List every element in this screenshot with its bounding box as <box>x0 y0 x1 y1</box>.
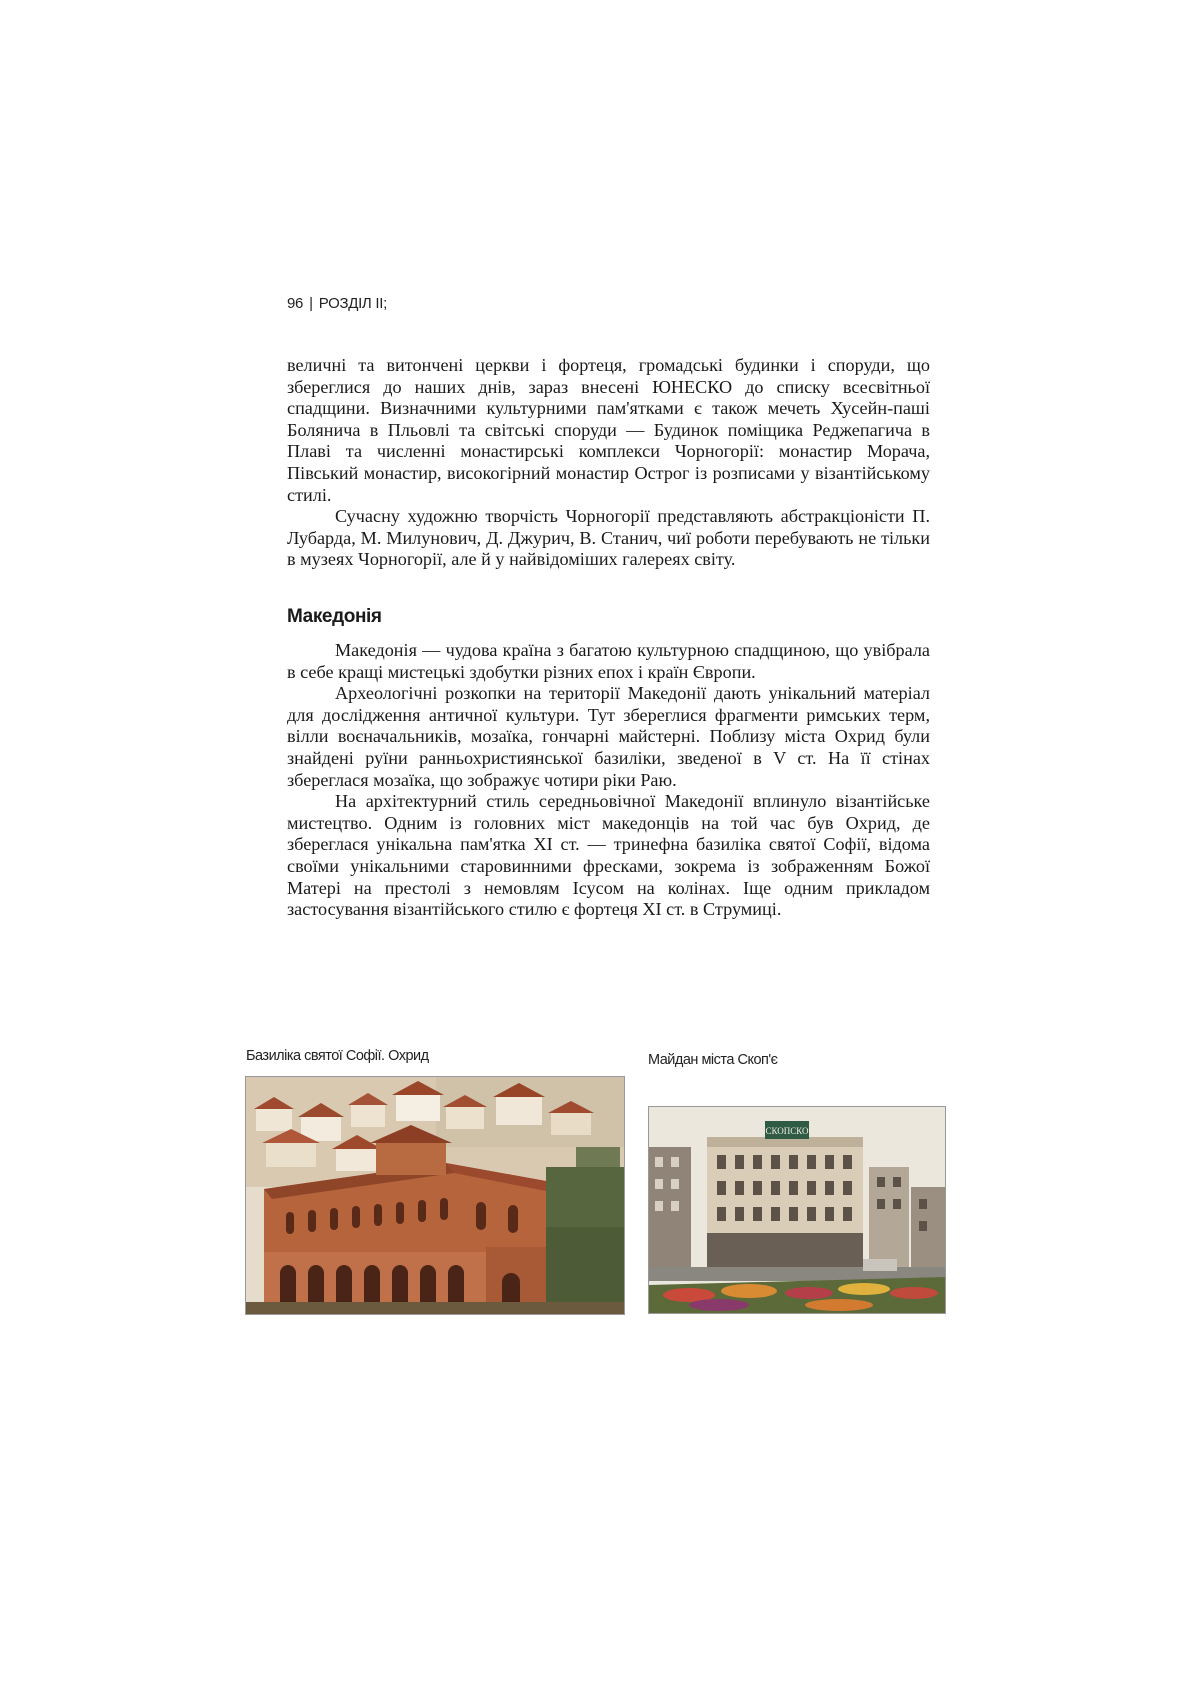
city-square-photo-icon <box>649 1107 945 1313</box>
sign-text: СКОПСКО <box>765 1126 809 1136</box>
page-number: 96 <box>287 295 304 312</box>
figure-caption-skopje: Майдан міста Скоп'є <box>648 1052 778 1068</box>
figure-caption-basilica: Базиліка святої Софії. Охрид <box>246 1048 429 1064</box>
body-text-bottom <box>287 640 930 921</box>
paragraph: Археологічні розкопки на території Македонії дають унікальний матеріал для дослідження античної культури. Тут збереглися фрагменти римських терм, вілли воєначальників, мозаїка, гончарні майстерні. Поблизу міста Охрид були знайдені руїни ранньохристиянської базиліки, зведеної в V ст. На її стінах збереглася мозаїка, що зображує чотири ріки Раю. <box>287 683 930 790</box>
paragraph: На архітектурний стиль середньовічної Македонії вплинуло візантійське мистецтво. Одним із головних міст македонців на той час був Охрид, де збереглася унікальна пам'ятка XI ст. — тринефна базиліка святої Софії, відома своїми унікальними старовинними фресками, зокрема із зображенням Божої Матері на престолі з немовлям Ісусом на колінах. Іще одним прикладом застосування візантійського стилю є фортеця XI ст. в Струмиці. <box>287 791 930 920</box>
running-header <box>287 295 387 312</box>
paragraph: Сучасну художню творчість Чорногорії представляють абстракціоністи П. Лубарда, М. Милунович, Д. Джурич, В. Станич, чиї роботи перебувають не тільки в музеях Чорногорії, але й у найвідоміших галереях світу. <box>287 506 930 570</box>
paragraph: величні та витончені церкви і фортеця, громадські будинки і споруди, що збереглися до наших днів, зараз внесені ЮНЕСКО до списку всесвітньої спадщини. Визначними культурними пам'ятками є також мечеть Хусейн-паші Болянича в Пльовлі та світські споруди — Будинок поміщика Реджепагича в Плаві та численні монастирські комплекси Чорногорії: монастир Морача, Півський монастир, високогірний монастир Острог із розписами у візантійському стилі. <box>287 355 930 505</box>
header-separator: | <box>309 295 313 312</box>
section-label: РОЗДІЛ ІІ; <box>318 295 387 312</box>
basilica-photo-icon <box>246 1077 624 1314</box>
paragraph: Македонія — чудова країна з багатою культурною спадщиною, що увібрала в себе кращі мистецькі здобутки різних епох і країн Європи. <box>287 640 930 682</box>
basilica-photo <box>245 1076 625 1315</box>
body-text-top <box>287 355 930 571</box>
city-square-photo <box>648 1106 946 1314</box>
section-heading: Македонія <box>287 606 382 627</box>
